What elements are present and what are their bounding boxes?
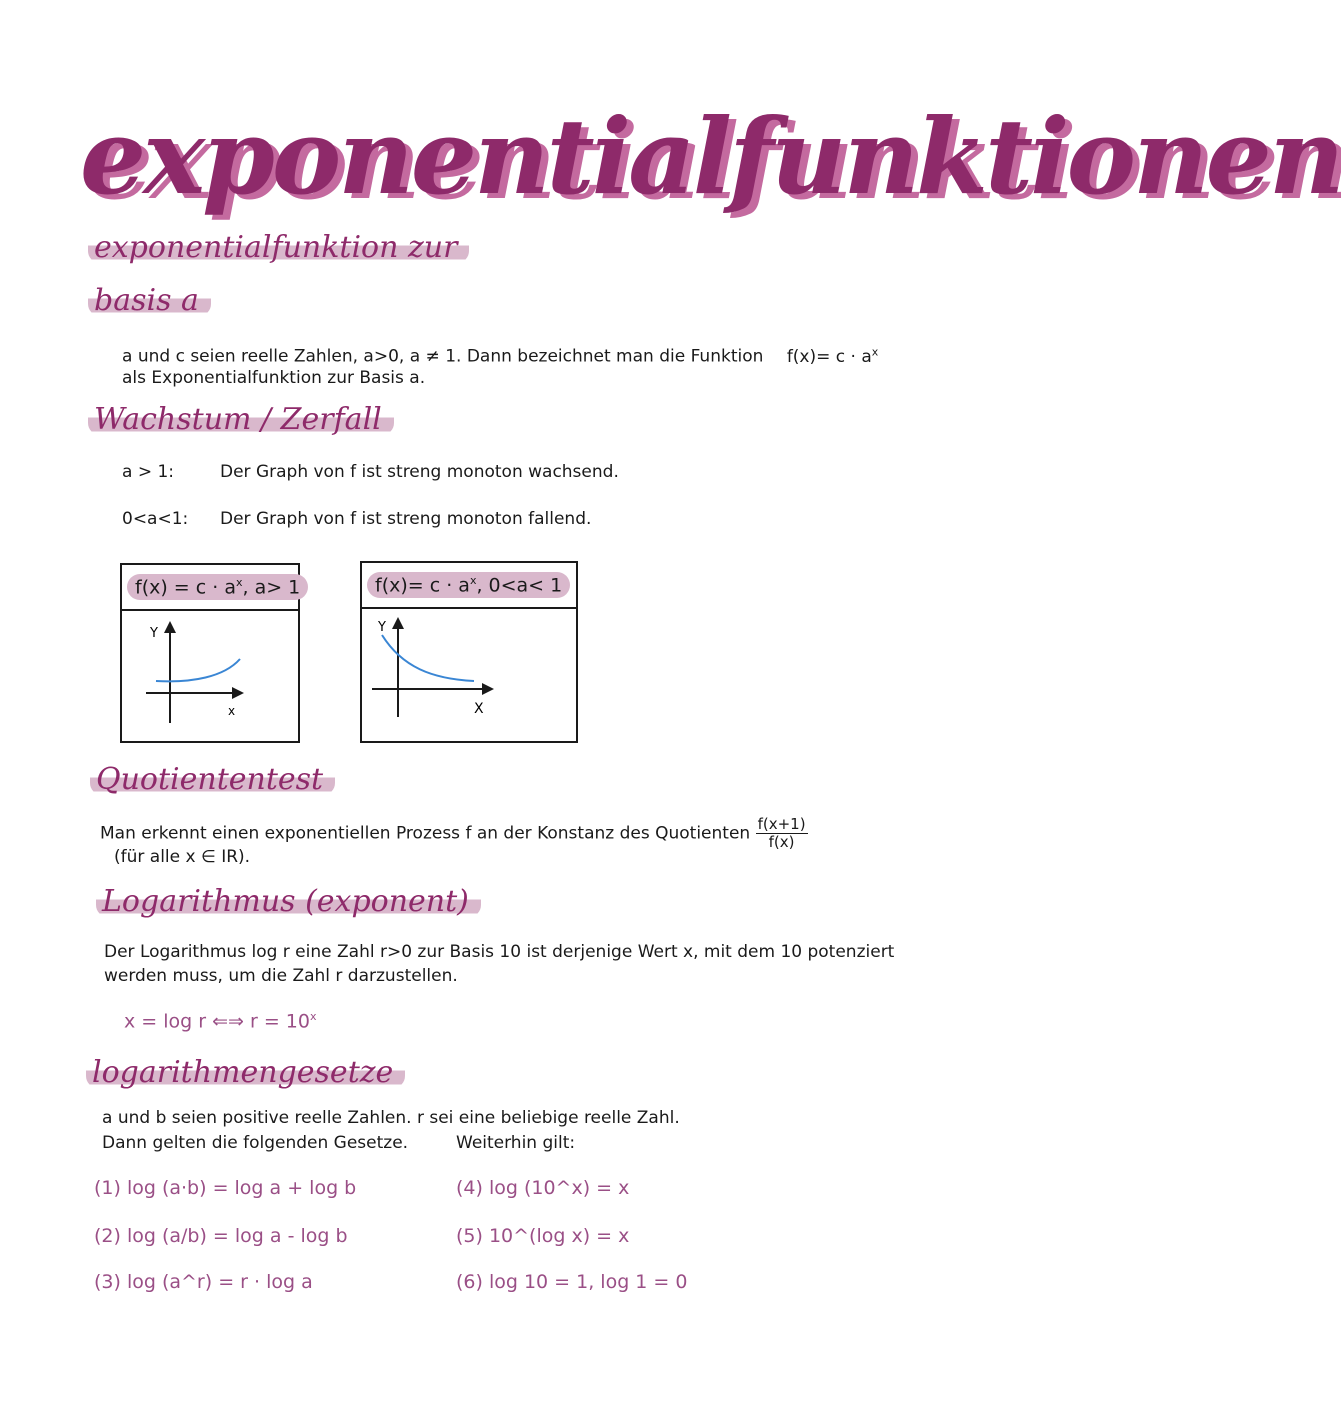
definition-line-2: als Exponentialfunktion zur Basis a. (122, 368, 426, 388)
heading-exponentialfunktion: exponentialfunktion zur (88, 233, 469, 263)
quotient-text: Man erkennt einen exponentiellen Prozess f an der Konstanz des Quotienten (100, 823, 751, 844)
decay-text: Der Graph von f ist streng monoton fallend. (220, 509, 592, 529)
graph-growth-label: $f(x) = c \cdot a^x$, a> 1 (127, 574, 308, 600)
graph-growth (120, 563, 300, 743)
x-axis-label: X (474, 701, 484, 717)
heading-logarithmus: Logarithmus (exponent) (96, 887, 481, 917)
law-3: (3) log (a^r) = r · log a (94, 1271, 313, 1293)
laws-intro-line-1: a und b seien positive reelle Zahlen. r sei eine beliebige reelle Zahl. (102, 1108, 680, 1128)
laws-intro-right: Weiterhin gilt: (456, 1133, 576, 1153)
definition-line-1 (122, 340, 878, 369)
law-5: (5) 10^(log x) = x (456, 1225, 630, 1247)
x-axis-arrow (482, 683, 494, 695)
heading-quotiententest: Quotiententest (90, 765, 335, 795)
law-6: (6) log 10 = 1, log 1 = 0 (456, 1271, 688, 1293)
graph-decay-header (362, 563, 576, 609)
graph-decay (360, 561, 578, 743)
log-definition-line-1: Der Logarithmus log r eine Zahl r>0 zur Basis 10 ist derjenige Wert x, mit dem 10 potenziert (104, 942, 895, 962)
heading-basis-a: basis a (88, 286, 211, 316)
y-axis-arrow (164, 621, 176, 633)
page-title: exponentialfunktionen (80, 95, 1341, 218)
x-axis-arrow (232, 687, 244, 699)
log-definition-line-2: werden muss, um die Zahl r darzustellen. (104, 966, 458, 986)
growth-condition: a > 1: (122, 462, 175, 482)
law-1: (1) log (a·b) = log a + log b (94, 1177, 357, 1199)
growth-curve (156, 659, 240, 681)
graph-decay-label: $f(x)= c \cdot a^x$, 0<a< 1 (367, 572, 570, 598)
law-2: (2) log (a/b) = log a - log b (94, 1225, 348, 1247)
quotient-fraction: $\frac{f(x+1)}{f(x)}$ (757, 815, 806, 851)
definition-text: a und c seien reelle Zahlen, a>0, a ≠ 1. Dann bezeichnet man die Funktion (122, 346, 764, 367)
heading-logarithmengesetze: logarithmengesetze (86, 1058, 405, 1088)
laws-intro-line-2: Dann gelten die folgenden Gesetze. (102, 1133, 409, 1153)
graph-growth-header (122, 565, 301, 611)
decay-condition: 0<a<1: (122, 509, 189, 529)
growth-text: Der Graph von f ist streng monoton wachsend. (220, 462, 619, 482)
x-axis-label: x (228, 704, 236, 718)
y-axis-label: Y (378, 620, 386, 635)
graph-decay-plot (362, 609, 576, 741)
log-formula: x = log r ⇐⇒ $r = 10^x$ (124, 1010, 317, 1033)
quotient-line-2: (für alle x ∈ IR). (114, 847, 251, 867)
y-axis-arrow (392, 617, 404, 629)
y-axis-label: Y (150, 626, 158, 641)
definition-formula: $f(x)= c \cdot a^x$ (786, 345, 879, 367)
heading-wachstum-zerfall: Wachstum / Zerfall (88, 405, 394, 435)
law-4: (4) log (10^x) = x (456, 1177, 630, 1199)
decay-curve (382, 635, 474, 681)
graph-growth-plot (122, 611, 298, 741)
